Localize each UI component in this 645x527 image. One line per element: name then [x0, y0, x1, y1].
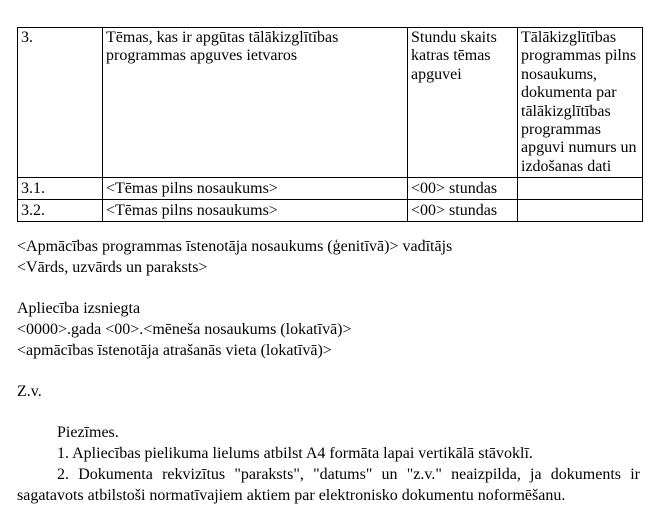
header-cell-number: 3.: [18, 28, 103, 178]
seal-block: [17, 381, 642, 402]
cell-hours: <00> stundas: [408, 200, 518, 222]
signature-title-line: <Apmācības programmas īstenotāja nosaukums (ģenitīvā)> vadītājs: [17, 238, 453, 256]
cell-number: 3.2.: [18, 200, 103, 222]
header-cell-hours: Stundu skaits katras tēmas apguvei: [408, 28, 518, 178]
issued-date-line: <0000>.gada <00>.<mēneša nosaukums (lokatīvā)>: [17, 321, 352, 339]
signature-name-line: <Vārds, uzvārds un paraksts>: [17, 259, 208, 277]
notes-block: [17, 422, 640, 506]
cell-program: [518, 200, 643, 222]
cell-topic: <Tēmas pilns nosaukums>: [103, 178, 408, 200]
table-header-row: [18, 28, 643, 178]
cell-number: 3.1.: [18, 178, 103, 200]
issued-place-line: <apmācības īstenotāja atrašanās vieta (lokatīvā)>: [17, 342, 332, 360]
header-cell-topic: Tēmas, kas ir apgūtas tālākizglītības programmas apguves ietvaros: [103, 28, 408, 178]
issued-label-line: Apliecība izsniegta: [17, 300, 141, 318]
cell-topic: <Tēmas pilns nosaukums>: [103, 200, 408, 222]
signature-block: [17, 236, 642, 278]
notes-title: Piezīmes.: [57, 424, 119, 442]
header-cell-program: Tālākizglītības programmas pilns nosaukums, dokumenta par tālākizglītības programmas apguvi numurs un izdošanas dati: [518, 28, 643, 178]
note-1: 1. Apliecības pielikuma lielums atbilst A4 formāta lapai vertikālā stāvoklī.: [57, 445, 533, 463]
issued-block: [17, 298, 642, 361]
cell-program: [518, 178, 643, 200]
topics-table: [17, 27, 643, 222]
table-row: [18, 178, 643, 200]
cell-hours: <00> stundas: [408, 178, 518, 200]
note-2: 2. Dokumenta rekvizītus "paraksts", "datums" un "z.v." neaizpilda, ja dokuments ir sagatavots atbilstoši normatīvajiem aktiem par elektronisko dokumentu noformēšanu.: [17, 466, 640, 505]
seal-label: Z.v.: [17, 383, 42, 401]
table-row: [18, 200, 643, 222]
